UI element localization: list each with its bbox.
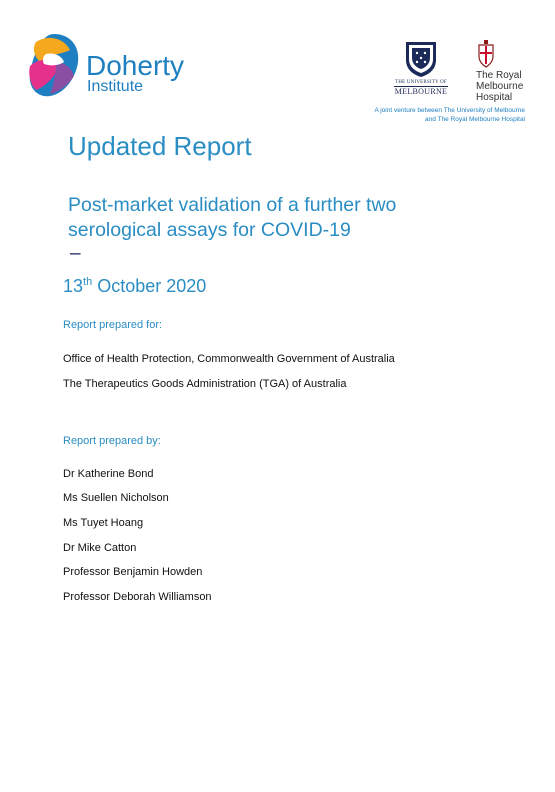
author-name: Professor Deborah Williamson — [63, 591, 212, 603]
author-name: Dr Mike Catton — [63, 542, 137, 554]
university-of-melbourne-logo — [390, 40, 452, 104]
joint-venture-line: and The Royal Melbourne Hospital — [425, 116, 525, 123]
prepared-for-item: The Therapeutics Goods Administration (TGA) of Australia — [63, 378, 347, 390]
author-name: Professor Benjamin Howden — [63, 566, 203, 578]
report-subtitle-line: Post-market validation of a further two — [68, 194, 397, 216]
hospital-name-line: Hospital — [476, 92, 513, 103]
doherty-logo-mark-icon — [26, 32, 82, 98]
university-crest-icon — [404, 40, 438, 78]
hospital-name-line: Melbourne — [476, 81, 524, 92]
report-subtitle — [68, 193, 488, 243]
author-name: Dr Katherine Bond — [63, 468, 154, 480]
author-name: Ms Suellen Nicholson — [63, 492, 169, 504]
report-date-day: 13 — [63, 276, 84, 296]
report-date-month-year: October 2020 — [92, 276, 207, 296]
royal-melbourne-hospital-logo — [470, 40, 540, 104]
joint-venture-note — [374, 106, 525, 124]
prepared-for-item: Office of Health Protection, Commonwealth Government of Australia — [63, 353, 395, 365]
hospital-crest-icon — [476, 40, 496, 68]
report-date — [63, 277, 206, 295]
doherty-logo-name: Doherty — [86, 50, 185, 81]
hospital-name — [476, 70, 540, 103]
report-date-suffix: th — [83, 276, 93, 288]
doherty-institute-logo — [26, 32, 196, 102]
author-name: Ms Tuyet Hoang — [63, 517, 144, 529]
prepared-for-heading: Report prepared for: — [63, 319, 163, 331]
report-title: Updated Report — [68, 131, 252, 161]
prepared-by-heading: Report prepared by: — [63, 435, 161, 447]
doherty-logo-subtitle: Institute — [87, 78, 144, 95]
report-subtitle-line: serological assays for COVID-19 — [68, 219, 351, 241]
joint-venture-line: A joint venture between The University of Melbourne — [374, 107, 525, 114]
university-name-big: MELBOURNE — [394, 87, 448, 96]
hospital-name-line: The Royal — [476, 70, 522, 81]
subtitle-dash: – — [70, 243, 81, 264]
university-name-small: THE UNIVERSITY OF — [395, 80, 447, 85]
